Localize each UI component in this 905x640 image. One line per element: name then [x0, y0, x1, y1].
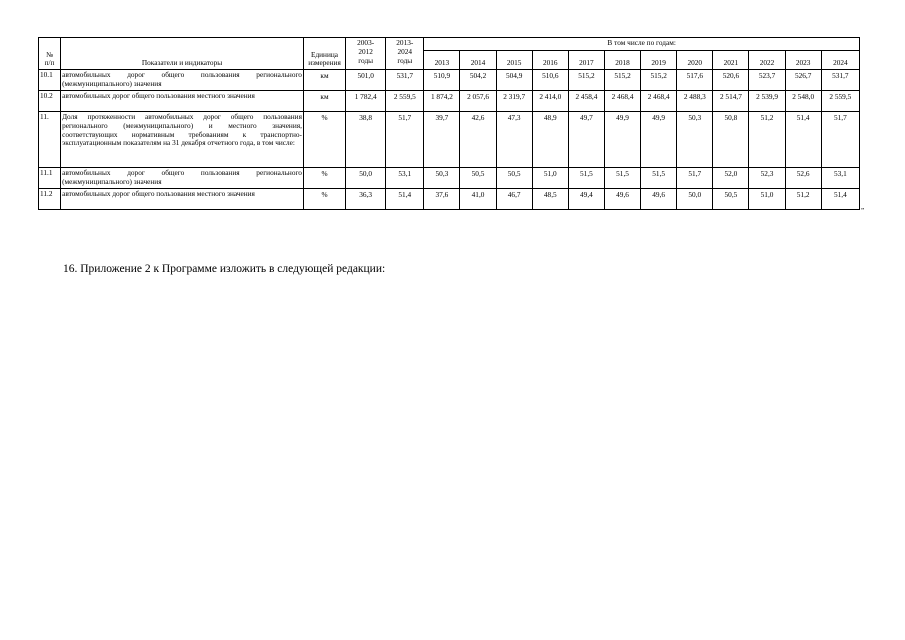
header-period2-line3: годы — [397, 55, 413, 65]
amendment-note: 16. Приложение 2 к Программе изложить в следующей редакции: — [63, 263, 386, 275]
header-unit-line1: Единица — [310, 49, 339, 59]
row-value-2013: 50,3 — [424, 168, 460, 189]
row-value-2019: 515,2 — [641, 70, 677, 91]
header-period1-line3: годы — [358, 55, 374, 65]
row-value-2018: 515,2 — [604, 70, 640, 91]
row-value-2015: 46,7 — [496, 189, 532, 210]
row-value-2022: 523,7 — [749, 70, 785, 91]
row-value-2020: 50,0 — [677, 189, 713, 210]
closing-quote-mark: ” — [861, 207, 865, 215]
header-year-2018: 2018 — [604, 51, 640, 70]
row-value-2021: 50,5 — [713, 189, 749, 210]
row-value-2003-2012: 50,0 — [346, 168, 386, 189]
row-value-2013: 510,9 — [424, 70, 460, 91]
row-value-2022: 2 539,9 — [749, 91, 785, 112]
row-indicator-text: автомобильных дорог общего пользования регионального (межмуниципального) значения — [61, 168, 304, 189]
row-value-2014: 42,6 — [460, 112, 496, 168]
row-value-2024: 531,7 — [821, 70, 859, 91]
row-value-2023: 526,7 — [785, 70, 821, 91]
row-value-2018: 2 468,4 — [604, 91, 640, 112]
row-value-2020: 50,3 — [677, 112, 713, 168]
header-years-group: В том числе по годам: — [424, 38, 860, 51]
row-value-2021: 50,8 — [713, 112, 749, 168]
row-value-2014: 2 057,6 — [460, 91, 496, 112]
row-value-2003-2012: 36,3 — [346, 189, 386, 210]
row-value-2020: 51,7 — [677, 168, 713, 189]
row-unit: % — [303, 168, 345, 189]
row-value-2020: 2 488,3 — [677, 91, 713, 112]
header-indicator: Показатели и индикаторы — [61, 38, 304, 70]
row-value-2015: 50,5 — [496, 168, 532, 189]
row-value-2024: 51,4 — [821, 189, 859, 210]
row-value-2018: 49,9 — [604, 112, 640, 168]
row-value-2021: 52,0 — [713, 168, 749, 189]
header-year-2016: 2016 — [532, 51, 568, 70]
row-value-2016: 51,0 — [532, 168, 568, 189]
indicators-table — [38, 37, 860, 210]
row-unit: км — [303, 91, 345, 112]
row-indicator-text: автомобильных дорог общего пользования местного значения — [61, 91, 304, 112]
row-value-2019: 2 468,4 — [641, 91, 677, 112]
row-unit: % — [303, 189, 345, 210]
row-indicator-text: Доля протяженности автомобильных дорог общего пользования регионального (межмуниципального) и местного значения, соответствующих нормативным требованиям к транспортно-эксплуатационным показателям на 31 декабря отчетного года, в том числе: — [61, 112, 304, 168]
header-period2-line1: 2013- — [396, 38, 414, 47]
header-year-2020: 2020 — [677, 51, 713, 70]
row-number: 11.2 — [39, 189, 61, 210]
row-value-2013-2024: 51,7 — [386, 112, 424, 168]
row-value-2003-2012: 501,0 — [346, 70, 386, 91]
row-value-2023: 2 548,0 — [785, 91, 821, 112]
row-value-2013-2024: 53,1 — [386, 168, 424, 189]
row-value-2015: 47,3 — [496, 112, 532, 168]
header-unit-line2: измерения — [308, 58, 341, 68]
row-value-2024: 53,1 — [821, 168, 859, 189]
row-value-2016: 48,5 — [532, 189, 568, 210]
header-year-2013: 2013 — [424, 51, 460, 70]
row-value-2017: 2 458,4 — [568, 91, 604, 112]
header-year-2024: 2024 — [821, 51, 859, 70]
row-value-2022: 51,0 — [749, 189, 785, 210]
row-value-2016: 48,9 — [532, 112, 568, 168]
header-period1-line2: 2012 — [358, 46, 373, 56]
row-indicator-text: автомобильных дорог общего пользования местного значения — [61, 189, 304, 210]
table-row — [39, 189, 860, 210]
row-value-2023: 52,6 — [785, 168, 821, 189]
header-year-2019: 2019 — [641, 51, 677, 70]
row-value-2016: 510,6 — [532, 70, 568, 91]
row-value-2013: 37,6 — [424, 189, 460, 210]
row-value-2023: 51,2 — [785, 189, 821, 210]
row-value-2022: 52,3 — [749, 168, 785, 189]
row-value-2017: 51,5 — [568, 168, 604, 189]
row-value-2023: 51,4 — [785, 112, 821, 168]
row-value-2015: 504,9 — [496, 70, 532, 91]
row-indicator-text: автомобильных дорог общего пользования регионального (межмуниципального) значения — [61, 70, 304, 91]
row-value-2019: 49,9 — [641, 112, 677, 168]
table-row — [39, 168, 860, 189]
row-value-2017: 515,2 — [568, 70, 604, 91]
header-year-2023: 2023 — [785, 51, 821, 70]
row-value-2020: 517,6 — [677, 70, 713, 91]
table-row — [39, 70, 860, 91]
row-value-2003-2012: 38,8 — [346, 112, 386, 168]
row-value-2022: 51,2 — [749, 112, 785, 168]
row-value-2021: 2 514,7 — [713, 91, 749, 112]
row-number: 10.2 — [39, 91, 61, 112]
header-period1-line1: 2003- — [357, 38, 375, 47]
header-period-2003-2012 — [346, 38, 386, 70]
row-value-2024: 51,7 — [821, 112, 859, 168]
row-value-2019: 51,5 — [641, 168, 677, 189]
row-value-2014: 504,2 — [460, 70, 496, 91]
header-num-line2: п/п — [44, 58, 55, 68]
row-value-2018: 51,5 — [604, 168, 640, 189]
row-value-2018: 49,6 — [604, 189, 640, 210]
table-row — [39, 112, 860, 168]
row-value-2014: 41,0 — [460, 189, 496, 210]
row-value-2021: 520,6 — [713, 70, 749, 91]
row-value-2013: 1 874,2 — [424, 91, 460, 112]
header-year-2017: 2017 — [568, 51, 604, 70]
header-year-2015: 2015 — [496, 51, 532, 70]
header-period2-line2: 2024 — [397, 46, 413, 56]
table-row — [39, 91, 860, 112]
row-value-2017: 49,7 — [568, 112, 604, 168]
header-unit — [303, 38, 345, 70]
header-year-2021: 2021 — [713, 51, 749, 70]
row-value-2014: 50,5 — [460, 168, 496, 189]
row-number: 11.1 — [39, 168, 61, 189]
row-value-2016: 2 414,0 — [532, 91, 568, 112]
header-year-2022: 2022 — [749, 51, 785, 70]
row-value-2013: 39,7 — [424, 112, 460, 168]
row-unit: % — [303, 112, 345, 168]
header-num-line1: № — [46, 49, 54, 59]
row-value-2013-2024: 2 559,5 — [386, 91, 424, 112]
header-num — [39, 38, 61, 70]
row-value-2019: 49,6 — [641, 189, 677, 210]
row-value-2003-2012: 1 782,4 — [346, 91, 386, 112]
row-value-2024: 2 559,5 — [821, 91, 859, 112]
row-unit: км — [303, 70, 345, 91]
row-value-2017: 49,4 — [568, 189, 604, 210]
header-year-2014: 2014 — [460, 51, 496, 70]
row-number: 10.1 — [39, 70, 61, 91]
row-number: 11. — [39, 112, 61, 168]
header-period-2013-2024 — [386, 38, 424, 70]
row-value-2013-2024: 51,4 — [386, 189, 424, 210]
row-value-2015: 2 319,7 — [496, 91, 532, 112]
row-value-2013-2024: 531,7 — [386, 70, 424, 91]
